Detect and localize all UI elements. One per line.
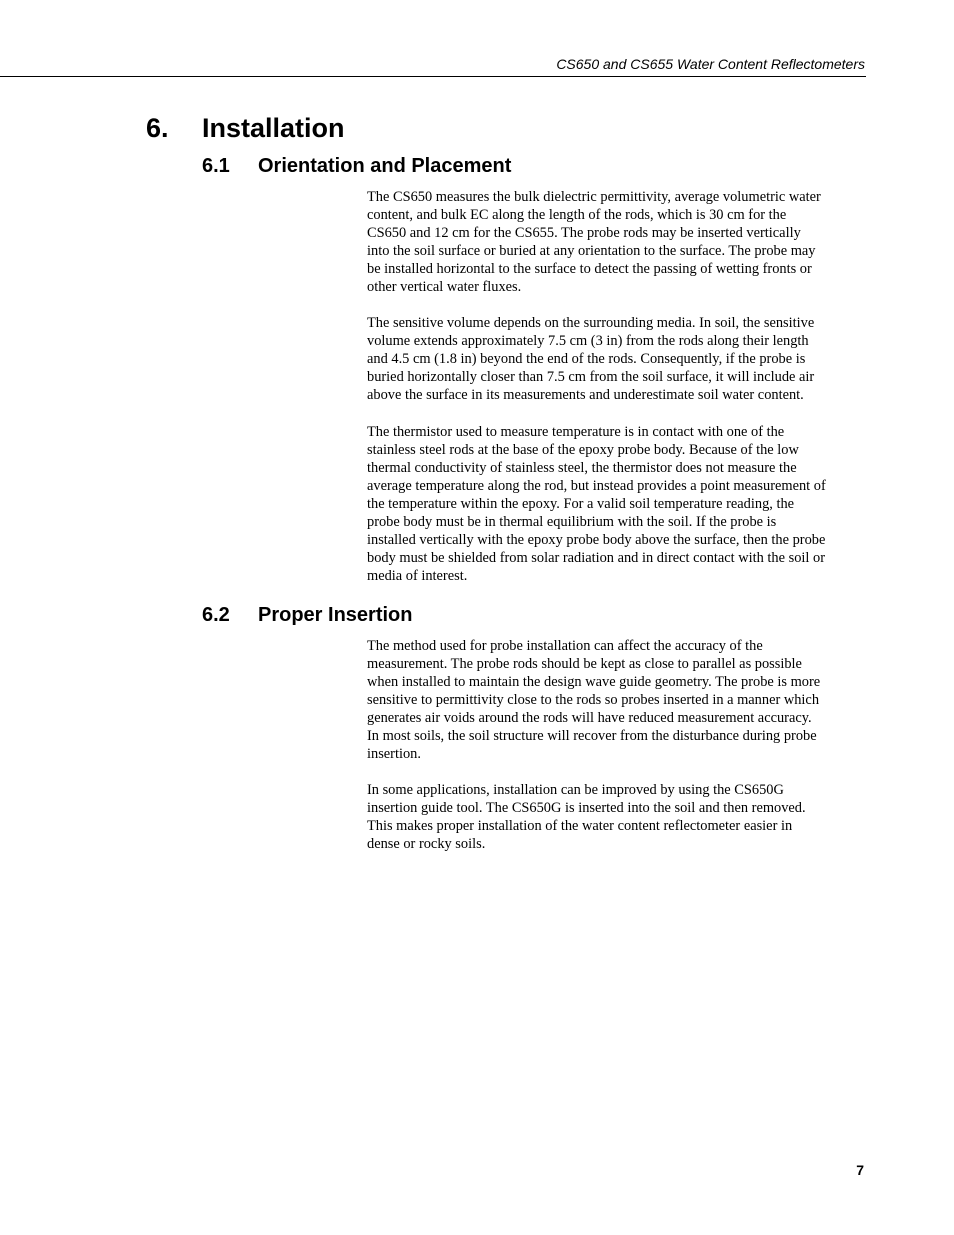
section-number: 6.2 (202, 604, 230, 626)
section-number: 6.1 (202, 155, 230, 177)
paragraph-measurement-overview (367, 188, 867, 296)
text-line: The thermistor used to measure temperature is in contact with one of the (367, 424, 785, 440)
page-number: 7 (856, 1162, 864, 1178)
chapter-heading (146, 110, 345, 146)
text-line: above the surface in its measurements and underestimate soil water content. (367, 387, 804, 403)
section-title: Proper Insertion (258, 604, 413, 626)
text-line: other vertical water fluxes. (367, 279, 522, 295)
text-line: stainless steel rods at the base of the epoxy probe body. Because of the low (367, 442, 799, 458)
text-line: body must be shielded from solar radiation and in direct contact with the soil or (367, 550, 825, 566)
text-line: sensitive to permittivity close to the rods so probes inserted in a manner which (367, 692, 820, 708)
running-header: CS650 and CS655 Water Content Reflectometers (556, 56, 865, 72)
text-line: probe body must be in thermal equilibrium with the soil. If the probe is (367, 514, 777, 530)
chapter-title: Installation (202, 113, 345, 143)
text-line: The sensitive volume depends on the surrounding media. In soil, the sensitive (367, 315, 815, 331)
text-line: buried horizontally closer than 7.5 cm from the soil surface, it will include air (367, 369, 815, 385)
text-line: The CS650 measures the bulk dielectric permittivity, average volumetric water (367, 189, 821, 205)
chapter-number: 6. (146, 113, 169, 143)
text-line: In some applications, installation can be improved by using the CS650G (367, 782, 784, 798)
text-line: the temperature within the epoxy. For a valid soil temperature reading, the (367, 496, 795, 512)
text-line: average temperature along the rod, but instead provides a point measurement of (367, 478, 826, 494)
section-title: Orientation and Placement (258, 155, 512, 177)
paragraph-installation-method (367, 637, 867, 763)
text-line: volume extends approximately 7.5 cm (3 in) from the rods along their length (367, 333, 809, 349)
text-line: when installed to maintain the design wave guide geometry. The probe is more (367, 674, 821, 690)
text-line: insertion guide tool. The CS650G is inserted into the soil and then removed. (367, 800, 806, 816)
text-line: into the soil surface or buried at any orientation to the surface. The probe may (367, 243, 816, 259)
text-line: generates air voids around the rods will have reduced measurement accuracy. (367, 710, 812, 726)
text-line: content, and bulk EC along the length of the rods, which is 30 cm for the (367, 207, 787, 223)
paragraph-thermistor (367, 423, 867, 585)
text-line: dense or rocky soils. (367, 836, 486, 852)
paragraph-sensitive-volume (367, 314, 867, 404)
text-line: media of interest. (367, 568, 468, 584)
paragraph-insertion-guide-tool (367, 781, 867, 853)
text-line: be installed horizontal to the surface to detect the passing of wetting fronts or (367, 261, 812, 277)
text-line: CS650 and 12 cm for the CS655. The probe rods may be inserted vertically (367, 225, 801, 241)
section-heading-insertion (202, 602, 412, 628)
section-heading-orientation (202, 153, 511, 179)
text-line: insertion. (367, 746, 421, 762)
text-line: thermal conductivity of stainless steel, the thermistor does not measure the (367, 460, 797, 476)
header-rule (0, 76, 866, 77)
text-line: This makes proper installation of the water content reflectometer easier in (367, 818, 793, 834)
text-line: In most soils, the soil structure will recover from the disturbance during probe (367, 728, 817, 744)
text-line: measurement. The probe rods should be kept as close to parallel as possible (367, 656, 802, 672)
text-line: and 4.5 cm (1.8 in) beyond the end of the rods. Consequently, if the probe is (367, 351, 806, 367)
text-line: installed vertically with the epoxy probe body above the surface, then the probe (367, 532, 826, 548)
text-line: The method used for probe installation can affect the accuracy of the (367, 638, 763, 654)
